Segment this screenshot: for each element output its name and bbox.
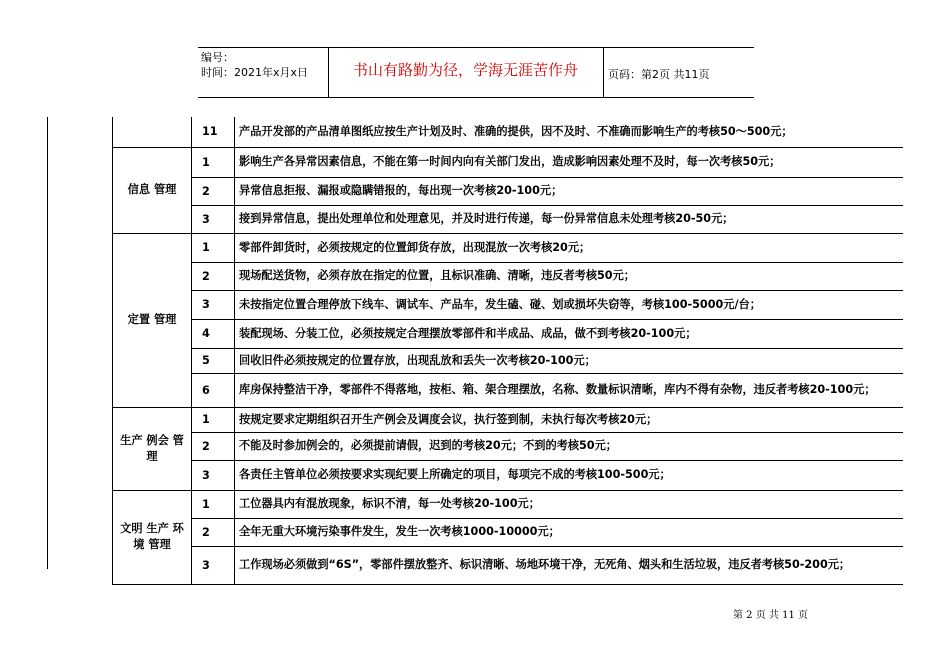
footer-page-number: 第 2 页 共 11 页 xyxy=(733,610,808,621)
header-top-rule xyxy=(198,47,754,48)
table-row xyxy=(113,262,903,290)
item-number: 2 xyxy=(192,518,235,546)
item-number: 3 xyxy=(192,290,235,319)
item-text: 零部件卸货时，必须按规定的位置卸货存放，出现混放一次考核20元； xyxy=(235,233,903,262)
item-text: 各责任主管单位必须按要求实现纪要上所确定的项目，每项完不成的考核100-500元； xyxy=(235,460,903,490)
section-title: 文明 生产 环境 管理 xyxy=(113,490,192,584)
item-number: 11 xyxy=(192,117,235,147)
table-row xyxy=(113,205,903,233)
item-number: 3 xyxy=(192,546,235,584)
header-meta xyxy=(201,50,308,80)
table-row xyxy=(113,233,903,262)
item-text: 按规定要求定期组织召开生产例会及调度会议，执行签到制，未执行每次考核20元； xyxy=(235,407,903,432)
assessment-table-body xyxy=(113,117,903,584)
section-title: 定置 管理 xyxy=(113,233,192,407)
time-label: 时间：2021年x月x日 xyxy=(201,66,309,79)
item-number: 1 xyxy=(192,233,235,262)
item-number: 3 xyxy=(192,460,235,490)
table-row xyxy=(113,490,903,518)
left-margin-rule xyxy=(47,117,48,569)
table-row xyxy=(113,432,903,460)
item-number: 6 xyxy=(192,373,235,407)
serial-label: 编号： xyxy=(201,51,234,64)
item-text: 全年无重大环境污染事件发生，发生一次考核1000-10000元； xyxy=(235,518,903,546)
item-text: 现场配送货物，必须存放在指定的位置，且标识准确、清晰，违反者考核50元； xyxy=(235,262,903,290)
item-text: 异常信息拒报、漏报或隐瞒错报的，每出现一次考核20-100元； xyxy=(235,177,903,205)
item-text: 装配现场、分装工位，必须按规定合理摆放零部件和半成品、成品，做不到考核20-100元； xyxy=(235,319,903,348)
item-number: 3 xyxy=(192,205,235,233)
table-row xyxy=(113,117,903,147)
section-title xyxy=(113,117,192,147)
item-text: 产品开发部的产品清单图纸应按生产计划及时、准确的提供，因不及时、不准确而影响生产的考核50～500元； xyxy=(235,117,903,147)
item-text: 接到异常信息，提出处理单位和处理意见，并及时进行传递，每一份异常信息未处理考核20-50元； xyxy=(235,205,903,233)
item-text: 工作现场必须做到“6S”，零部件摆放整齐、标识清晰、场地环境干净，无死角、烟头和生活垃圾，违反者考核50-200元； xyxy=(235,546,903,584)
item-number: 5 xyxy=(192,348,235,373)
item-text: 未按指定位置合理停放下线车、调试车、产品车，发生磕、碰、划或损坏失窃等，考核100-5000元/台； xyxy=(235,290,903,319)
table-row xyxy=(113,147,903,177)
item-text: 工位器具内有混放现象，标识不清，每一处考核20-100元； xyxy=(235,490,903,518)
table-row xyxy=(113,319,903,348)
item-number: 4 xyxy=(192,319,235,348)
table-row xyxy=(113,460,903,490)
table-row xyxy=(113,348,903,373)
assessment-table xyxy=(112,117,903,585)
item-number: 1 xyxy=(192,407,235,432)
item-number: 2 xyxy=(192,177,235,205)
assessment-table-wrapper xyxy=(112,117,902,585)
item-number: 1 xyxy=(192,147,235,177)
section-title: 信息 管理 xyxy=(113,147,192,233)
item-number: 2 xyxy=(192,432,235,460)
section-title: 生产 例会 管理 xyxy=(113,407,192,490)
table-row xyxy=(113,407,903,432)
table-row xyxy=(113,177,903,205)
item-text: 不能及时参加例会的，必须提前请假，迟到的考核20元；不到的考核50元； xyxy=(235,432,903,460)
item-number: 2 xyxy=(192,262,235,290)
header-motto: 书山有路勤为径，学海无涯苦作舟 xyxy=(352,61,578,79)
item-text: 库房保持整洁干净，零部件不得落地，按柜、箱、架合理摆放，名称、数量标识清晰，库内不得有杂物，违反者考核20-100元； xyxy=(235,373,903,407)
table-row xyxy=(113,290,903,319)
item-text: 回收旧件必须按规定的位置存放，出现乱放和丢失一次考核20-100元； xyxy=(235,348,903,373)
header-bottom-rule xyxy=(198,97,754,98)
item-text: 影响生产各异常因素信息，不能在第一时间内向有关部门发出，造成影响因素处理不及时，每一次考核50元； xyxy=(235,147,903,177)
header-page-number: 页码：第2页 共11页 xyxy=(608,68,710,81)
table-row xyxy=(113,546,903,584)
item-number: 1 xyxy=(192,490,235,518)
table-row xyxy=(113,373,903,407)
header-divider-2 xyxy=(603,47,604,97)
table-row xyxy=(113,518,903,546)
